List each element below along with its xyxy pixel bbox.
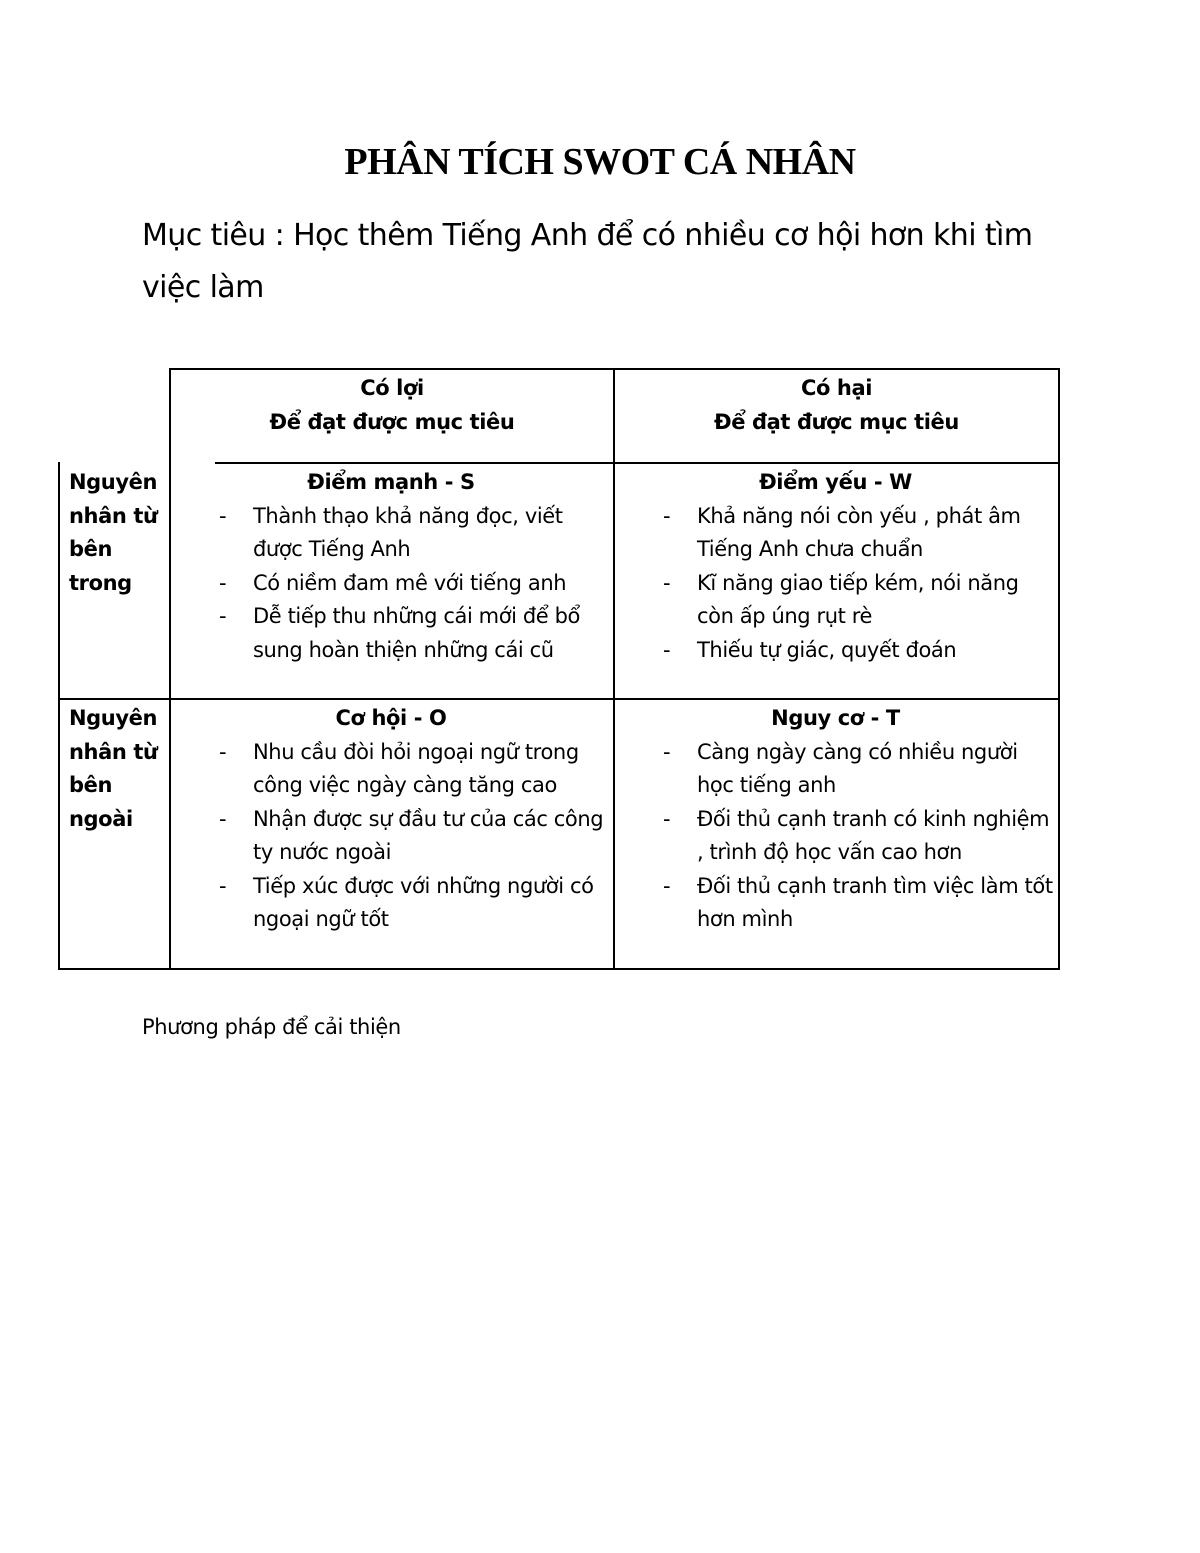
column-header-unfavorable xyxy=(615,372,1058,439)
list-item: - Khả năng nói còn yếu , phát âm Tiếng Anh chưa chuẩn xyxy=(615,500,1056,567)
list-item: - Nhu cầu đòi hỏi ngoại ngữ trong công việc ngày càng tăng cao xyxy=(171,736,611,803)
row-label-external: Nguyên nhân từ bên ngoài xyxy=(69,706,158,831)
table-header-divider xyxy=(215,462,1060,464)
row-label-internal: Nguyên nhân từ bên trong xyxy=(69,470,158,595)
strengths-cell xyxy=(171,466,611,667)
table-border-bottom xyxy=(58,968,1060,970)
list-item: - Đối thủ cạnh tranh tìm việc làm tốt hơn mình xyxy=(615,870,1056,937)
threats-title: Nguy cơ - T xyxy=(771,706,900,730)
list-item: - Dễ tiếp thu những cái mới để bổ sung hoàn thiện những cái cũ xyxy=(171,600,611,667)
method-heading: Phương pháp để cải thiện xyxy=(142,1015,401,1039)
list-item: - Kĩ năng giao tiếp kém, nói năng còn ấp úng rụt rè xyxy=(615,567,1056,634)
column-header-line2: Để đạt được mục tiêu xyxy=(269,409,515,434)
column-header-line1: Có hại xyxy=(800,376,873,400)
strengths-list xyxy=(171,500,611,668)
weaknesses-cell xyxy=(615,466,1056,667)
page-title: PHÂN TÍCH SWOT CÁ NHÂN xyxy=(344,141,856,183)
list-item: - Có niềm đam mê với tiếng anh xyxy=(171,567,611,601)
column-header-line2: Để đạt được mục tiêu xyxy=(714,409,959,434)
column-header-line1: Có lợi xyxy=(360,376,424,400)
table-border-right xyxy=(1058,368,1060,970)
weaknesses-list xyxy=(615,500,1056,668)
threats-cell xyxy=(615,702,1056,937)
list-item: - Nhận được sự đầu tư của các công ty nước ngoài xyxy=(171,803,611,870)
table-row-divider xyxy=(58,698,1060,700)
list-item: - Tiếp xúc được với những người có ngoại ngữ tốt xyxy=(171,870,611,937)
opportunities-list xyxy=(171,736,611,937)
list-item: - Càng ngày càng có nhiều người học tiếng anh xyxy=(615,736,1056,803)
table-border-left xyxy=(58,462,60,970)
column-header-favorable xyxy=(171,372,613,439)
opportunities-title: Cơ hội - O xyxy=(335,706,447,730)
list-item: - Thành thạo khả năng đọc, viết được Tiếng Anh xyxy=(171,500,611,567)
threats-list xyxy=(615,736,1056,937)
weaknesses-title: Điểm yếu - W xyxy=(759,470,912,494)
goal-text: Mục tiêu : Học thêm Tiếng Anh để có nhiều cơ hội hơn khi tìm việc làm xyxy=(142,218,1033,305)
list-item: - Thiếu tự giác, quyết đoán xyxy=(615,634,1056,668)
list-item: - Đối thủ cạnh tranh có kinh nghiệm , trình độ học vấn cao hơn xyxy=(615,803,1056,870)
strengths-title: Điểm mạnh - S xyxy=(307,470,475,494)
opportunities-cell xyxy=(171,702,611,937)
